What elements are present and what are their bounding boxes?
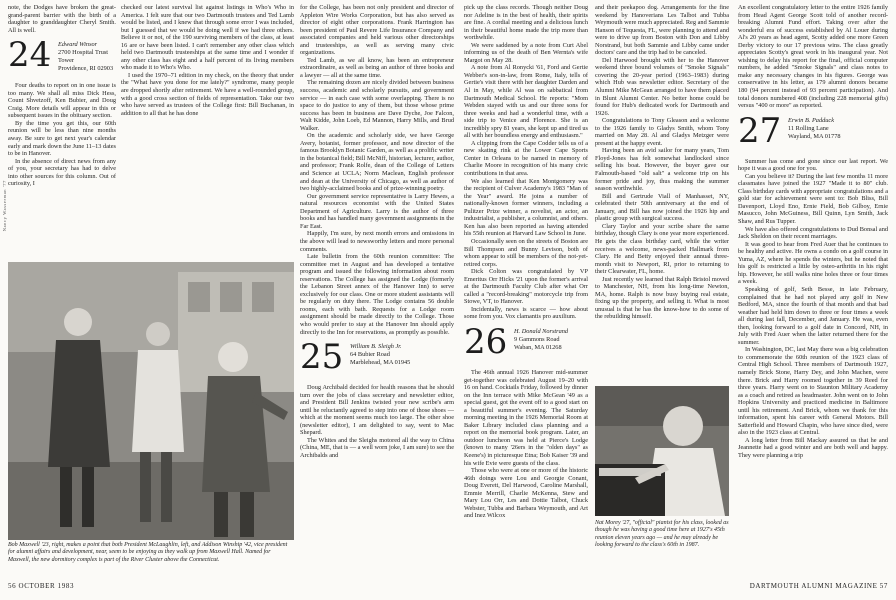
paragraph: note, the Dodges have broken the great-grand-parent barrier with the birth of a daughter to granddaughter Cheryl Smith. All is well.: [8, 4, 116, 34]
paragraph: Four deaths to report on in one issue is too many. We shall all miss Dick Hess, Count Shvetzoff, Ken Bubier, and Doug Craig. More details will appear in this or subsequent issues in the obituary section.: [8, 82, 116, 120]
paragraph: Those who were at one or more of the historic 46th doings were Lou and Georgie Conant, Doug Everett, Del Harwood, Caroline Marshall, Emmie Merrill, Charlie McKenna, Stew and Mary Lou Orr, Les and Dottie Talbot, Chuck Webster, Tubba and Barbara Weymouth, and Art and Inez Wilcox: [464, 467, 588, 520]
left-folio: 56 OCTOBER 1983: [8, 582, 75, 590]
paragraph: and their peekapoo dog. Arrangements for the fine weekend by Hanoverians Les Talbot and Tubba Weymouth were much appreciated. Reg and Sammie Hanson of Tequesta, FL, were planning to attend and were to drive up from Boston with Don and Libby Norstrand, but both Sammie and Libby came under doctors' care and the trip had to be canceled.: [595, 4, 729, 57]
city: Waban, MA 01268: [514, 343, 562, 351]
paragraph: Can you believe it? During the last few months 11 more classmates have joined the 1927 "Made it to 80" club. Class birthday cards with appropriate congratulations and a gold star for achievement were sent to: Bob Bliss, Bill Davenport, Lloyd Eno, Ernie Field, Bob Gilboy, Ernie Masucco, John McGuiness, Bill Quinn, Lyn Smith, Jack Shaw, and Rus Tupper.: [738, 172, 888, 226]
class-header-26: [464, 321, 588, 366]
secretary-name: Erwin B. Padduck: [788, 116, 834, 124]
column-3: [300, 4, 454, 588]
paragraph: The remaining dozen are nicely divided between business success, academic and scholarly pursuits, and government service — in each case with some overlapping. There is no space to do justice to any of them, but those whose prime success has been in business are Dave Dyche, Joe Falcon, Walt Kidde, John Loeb, Ed Mannon, Harry Mills, and Brud Walker.: [300, 79, 454, 132]
class-address: [58, 41, 116, 73]
paragraph: In Washington, DC, last May there was a big celebration to commemorate the 60th reunion of the 1923 class of Central High School. Three members of Dartmouth 1927, namely Brick Stone, Harry Dey, and John Machen, were there. Brick and Harry roomed together in 39 Reed for three years. Harry went on to Staunton Military Academy as a coach and retired as headmaster. John went on to John Hopkins University and practiced medicine in Baltimore until his retirement. And Brick, whom we thank for this information, spent his career with General Motors. Bill Satterfield and Howard Chapin, who have since died, were also in the 1923 class at Central.: [738, 346, 888, 437]
column-4: [464, 4, 588, 588]
class-address: [514, 328, 568, 352]
paragraph: An excellent congratulatory letter to the entire 1926 family from Head Agent George Scott told of another record-breaking Alumni Fund effort. Taking over after the wonderful era of success established by Al Louer during Al's 20 years as head agent, Scotty added one more Green Derby victory to our 17 previous wins. The class greatly appreciates Scotty's great work in his inaugural year. Not wishing to delay his report for the final, official computer numbers, he added "Smoke Signals" and class notes to make any necessary changes in his figures. George was conservative in his letter, as 179 alumni donors became 180 (94 percent instead of 93 percent participation). And total donors numbered 408 (including 228 memorial gifts) versus "400 or more" as reported.: [738, 4, 888, 110]
paragraph: Our government service representative is Larry Hewes, a natural resources economist with the United States Department of Agriculture. Larry is the author of three books and has handled many government assignments in the Far East.: [300, 192, 454, 230]
photo-caption: Bob Maxwell '23, right, makes a point that both President McLaughlin, left, and Addison Winship '42, vice president for alumni affairs and development, near, seem to be enjoying as they walk up from Maxwell Hall. Named for Maxwell, the new dormitory complex is part of the River Cluster above the Connecticut.: [8, 542, 288, 563]
paragraph: Having been an avid sailor for many years, Tom Floyd-Jones has felt somewhat landlocked since selling his boat. However, the buyer gave our Falmouth-based "old salt" a welcome trip on his former pride and joy, thus making the summer season worthwhile.: [595, 147, 729, 193]
paragraph: On the academic and scholarly side, we have George Avery, botanist, former professor, and now director of the famous Brooklyn Botanic Garden, as well as a prolific writer in the botanical field; Bill McNiff, historian, lecturer, author, and professor; Frank Rolfe, dean of the College of Letters and Science at UCLA; Norm Maclean, English professor and dean at the University of Chicago, as well as author of two highly-acclaimed books and of prize-winning poetry.: [300, 132, 454, 193]
paragraph: Summer has come and gone since our last report. We hope it was a good one for you.: [738, 157, 888, 173]
paragraph: Del Harwood brought with her to the Hanover weekend three bound volumes of "Smoke Signals" covering the 20-year period (1963–1983) during which Hub was newsletter editor. Secretary of the Alumni Mike McGean arranged to have them placed in Blunt Alumni Center. No better home could be found for Hub's dedicated work for Dartmouth and 1926.: [595, 56, 729, 117]
secretary-name: H. Donald Norstrand: [514, 327, 569, 335]
class-address: [350, 343, 410, 367]
street: 9 Gammons Road: [514, 335, 560, 343]
column-2: [121, 4, 294, 258]
paragraph: A note from Al Ronycki '61, Ford and Gertie Webber's son-in-law, from Rome, Italy, tells of Gertie's visit there with her daughter Darden and Al in May, while Al was on sabbatical from Dartmouth Medical School. He reports: "Mom Webden stayed with us and our three sons for three weeks and had a wonderful time, with a side trip to Venice and Florence. She is an incredibly spry 81 years, she kept up and tired us all with her boundless energy and enthusiasm.": [464, 64, 588, 140]
city: Wayland, MA 01778: [788, 132, 841, 140]
paragraph: Congratulations to Tony Gleason and a welcome to the 1926 family to Gladys Smith, whom Tony married on May 28. Al and Gladys Metzger were present at the happy event.: [595, 117, 729, 147]
paragraph: Bill and Gertrude Viall of Manhasset, NY, celebrated their 50th anniversary at the end of January, and Bill has now joined the 1926 hip and plastic group with surgical success.: [595, 192, 729, 223]
paragraph: for the College, has been not only president and director of Appleton Wire Works Corporation, but has also served as director of eight other corporations. Frank Harrington has been president of Paul Revere Life Insurance Company and associated companies and held various other directorships and trusteeships, as well as serving many civic organizations.: [300, 4, 454, 57]
paragraph: Dick Colton was congratulated by VP Emeritus Orr Hicks '21 upon the former's arrival at the Dartmouth Faculty Club after what Orr called a "record-breaking" motorcycle trip from Stowe, VT, to Hanover.: [464, 268, 588, 306]
paragraph: A clipping from the Cape Codder tells us of a new skating rink at the Lower Cape Sports Center in Orleans to be named in memory of Charlie Moore in recognition of his many civic contributions in that area.: [464, 139, 588, 178]
street: 11 Rolling Lane: [788, 124, 829, 132]
class-number: 24: [8, 35, 52, 76]
paragraph: Incidentally, news is scarce — how about some from you. Vox clamantis pro auxilium.: [464, 305, 588, 321]
paragraph: I used the 1970–71 edition in my check, on the theory that under the "What have you done for me lately?" syndrome, many people are dropped shortly after retirement. We have a well-rounded group, with a good cross section of fields of representation. Take our two who have served as trustees of the College first: Bill Buchanan, in addition to all that he has done: [121, 71, 294, 117]
paragraph: The Whites and the Sleighs motored all the way to China (China, ME, that is — a well worn joke, I am sure) to see the Archibalds and: [300, 436, 454, 459]
paragraph: pick up the class records. Though neither Doug nor Adeline is in the best of health, their spirits are fine. A cordial meeting and a delicious lunch in their beautiful home made the trip more than worthwhile.: [464, 4, 588, 42]
paragraph: We also learned that Ken Montgomery was the recipient of Culver Academy's 1983 "Man of the Year" award. He joins a number of nationally-known former winners, including a Pulitzer Prize winner, a novelist, an actor, an industrialist, a publisher, a columnist, and others. Ken has also been reported as having attended his 55th reunion at Harvard Law School in June.: [464, 177, 588, 238]
class-header-27: [738, 110, 888, 155]
class-header-24: [8, 37, 116, 79]
street: 2700 Hospital Trust Tower: [58, 49, 109, 65]
pianist-photo: [595, 386, 729, 516]
paragraph: We have also offered congratulations to Dud Bonsal and Jack Sheldon on their recent marriages.: [738, 225, 888, 241]
paragraph: Clary Taylor and your scribe share the same birthday, though Clary is one year more experienced. He gets the class birthday card, while the writer receives a welcome, news-packed Hallmark from Clary. He and Betty enjoyed their annual three-month visit to Newport, RI, prior to returning to their Clearwater, FL, home.: [595, 222, 729, 276]
paragraph: It was good to hear from Fred Auer that he continues to be healthy and active. He owns a condo on a golf course in Yuma, AZ, where he spends the winters, but he noted that his golf is restricted a little by osteo-arthritis in his right hip. However, he still walks nine holes three or four times a week.: [738, 240, 888, 286]
paragraph: Doug Archibald decided for health reasons that he should turn over the jobs of class secretary and newsletter editor, and President Bill Jenkins twisted your new scribe's arm until he reluctantly agreed to step into one of those shoes — which at the moment seems much too large. The other shoe (newsletter editor), I am delighted to say, went to Mac Shepard.: [300, 384, 454, 437]
photo-illustration: [8, 262, 294, 540]
paragraph: A long letter from Bill Mackay assured us that he and Jeannette had a good winter and are both well and happy. They were planning a trip: [738, 436, 888, 459]
paragraph: checked our latest survival list against listings in Who's Who in America. I felt sure that our two Dartmouth trustees and Ted Lamb would be listed, and I knew that through some error I was included, but I guessed that we would be doing well if we had three others. Believe it or not, of the 190 surviving members of the class, at least 16 are or have been listed. I can't remember any other class which held two Dartmouth trusteeships at the same time and I wonder if any other class has eight and a half percent of its living members who made it to Who's Who.: [121, 4, 294, 72]
paragraph: The 46th annual 1926 Hanover mid-summer get-together was celebrated August 19–20 with 16 on hand. Cocktails Friday, followed by dinner on the Inn terrace with Mike McGean '49 as a special guest, got the event off to a good start on a beautiful summer's evening. The Saturday morning meeting in the 1926 Memorial Room at Baker Library included class planning and a report on the memorial book program. Later, an outdoor luncheon was held at Pierce's Lodge (known to many '26ers in the "olden days" as Keene's) in picturesque Etna; Bob Kaiser '39 and his wife Evie were guests of the class.: [464, 368, 588, 467]
photo-credit: Nancy Wasserman '77: [2, 180, 7, 232]
street: 64 Bubier Road: [350, 351, 390, 359]
paragraph: Ted Lamb, as we all know, has been an entrepreneur extraordinaire, as well as being an author of three books and a lawyer — all at the same time.: [300, 56, 454, 79]
paragraph: Just recently we learned that Ralph Bristol moved to Manchester, NH, from his long-time Newton, MA, home. Ralph is now busy buying real estate, fixing up the property, and selling it. What is most unusual is that he has the know-how to do some of the rebuilding himself.: [595, 275, 729, 321]
paragraph: We were saddened by a note from Curt Abel informing us of the death of Ben Wernta's wife Margot on May 28.: [464, 41, 588, 64]
city: Marblehead, MA 01945: [350, 359, 411, 367]
paragraph: Speaking of golf, Seth Besse, in late February, complained that he had not played any golf in New Bedford, MA, since the fourth of that month and that bad weather had held him down to three or four times a week all during last fall, December, and January. He was, even then, looking forward to a golf date in Concord, NH, in July with Fred Auer when the latter returned there for the summer.: [738, 285, 888, 346]
class-header-25: [300, 339, 454, 381]
paragraph: Late bulletin from the 60th reunion committee: The committee met in August and has developed a tentative program and issued the following information about room reservations. The College has assigned the Lodge (formerly the Lebanon Street annex of the Hanover Inn) to serve exclusively for our class. One or more student assistants will be regularly on duty there. The Lodge contains 56 double rooms, each with bath. Requests for a Lodge room assignment should be made directly to the College. Those who would prefer to stay at the Hanover Inn should apply directly to the Inn for reservations, as promptly as possible.: [300, 253, 454, 336]
column-6: [738, 4, 888, 588]
class-number: 25: [300, 337, 344, 378]
paragraph: By the time you get this, our 60th reunion will be less than nine months away. Be sure to get next year's calendar early and mark down the June 11–13 dates to be in Hanover.: [8, 119, 116, 158]
class-number: 27: [738, 110, 782, 151]
city: Providence, RI 02903: [58, 65, 114, 73]
paragraph: Happily, I'm sure, by next month errors and omissions in the above will lead to newsworthy letters and more personal comments.: [300, 230, 454, 253]
column-1: [8, 4, 116, 258]
secretary-name: Edward Winsor: [58, 41, 98, 49]
paragraph: Occasionally seen on the streets of Boston are Bill Thompson and Bunny Levison, both of whom appear to still be members of the not-yet-retired corps.: [464, 237, 588, 268]
right-folio: DARTMOUTH ALUMNI MAGAZINE 57: [749, 582, 888, 590]
photo-illustration: [595, 386, 729, 516]
reunion-walk-photo: [8, 262, 294, 540]
secretary-name: William B. Sleigh Jr.: [350, 343, 402, 351]
photo-caption: Nat Morey '27, "official" pianist for his class, looked as though he was having a good time here at 1927's 45th reunion eleven years ago — and he may already be looking forward to the class's 60th in 1987.: [595, 520, 729, 548]
class-number: 26: [464, 321, 508, 362]
class-address: [788, 117, 841, 141]
column-5: [595, 4, 729, 382]
paragraph: In the absence of direct news from any of you, your secretary has had to delve into other sources for this column. Out of curiosity, I: [8, 157, 116, 188]
